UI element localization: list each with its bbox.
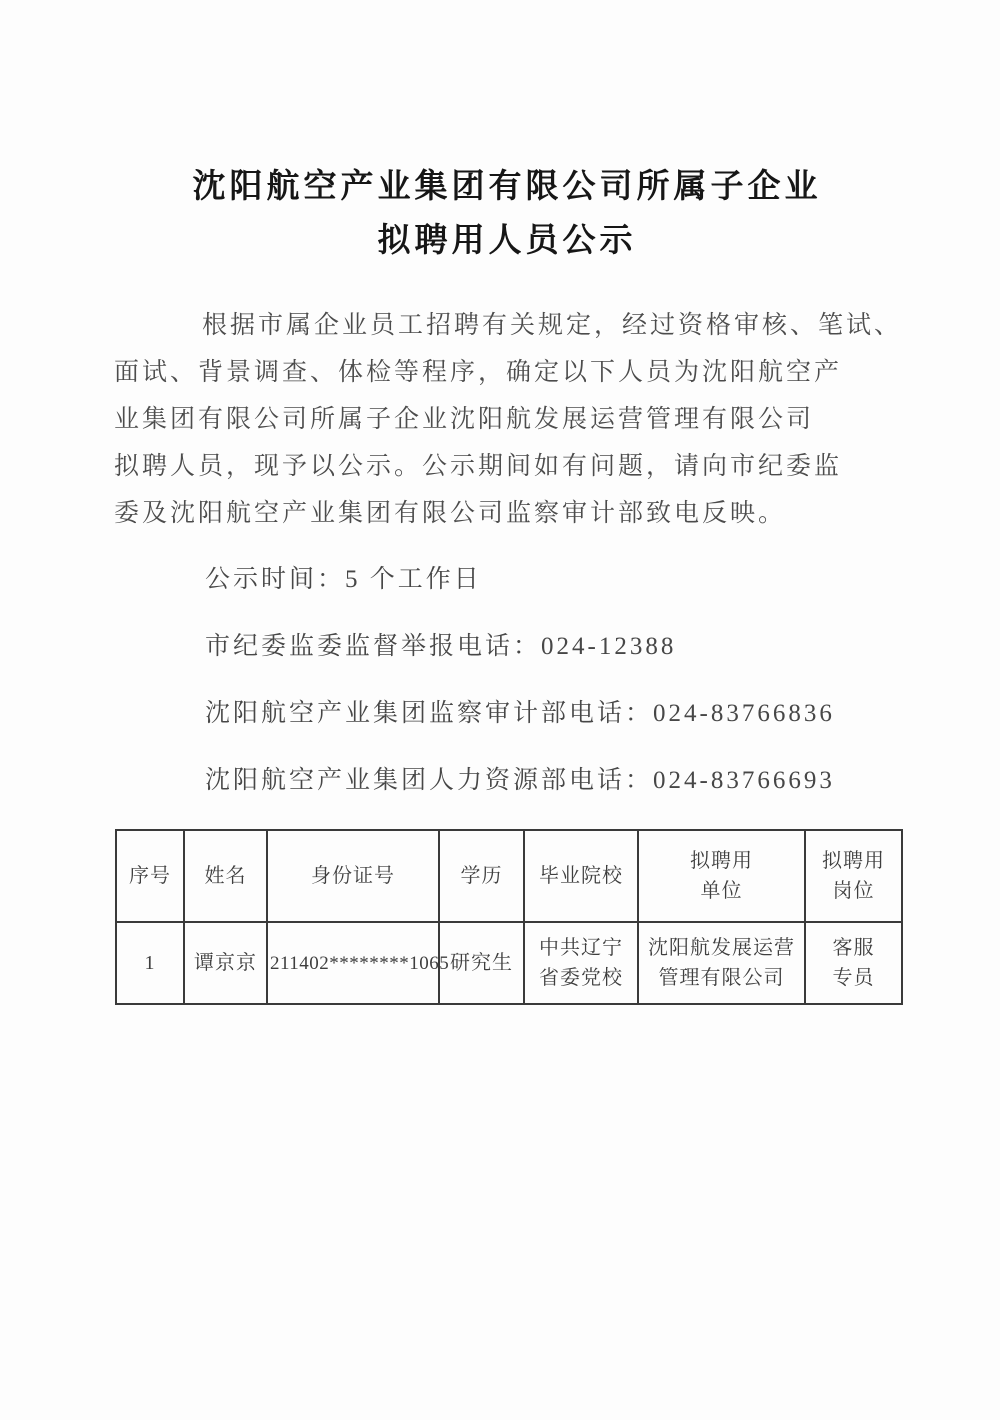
table-header-row <box>116 830 902 922</box>
cell-education <box>439 922 524 1004</box>
table-row <box>116 922 902 1004</box>
cell-value: 谭京京 <box>194 952 257 974</box>
paragraph-line: 拟聘人员，现予以公示。公示期间如有问题，请向市纪委监 <box>114 453 843 480</box>
paragraph-line: 委及沈阳航空产业集团有限公司监察审计部致电反映。 <box>114 500 787 527</box>
header-label: 单位 <box>700 880 743 902</box>
col-header-name <box>184 830 267 922</box>
proposed-hires-table <box>115 829 903 1005</box>
contact-info-block <box>114 561 900 800</box>
cell-value: 客服 <box>832 937 875 959</box>
cell-position <box>805 922 902 1004</box>
cell-value: 沈阳航发展运营 <box>648 937 795 959</box>
hotline-discipline-commission: 市纪委监委监督举报电话：024-12388 <box>205 633 677 660</box>
cell-hiring-unit <box>638 922 805 1004</box>
paragraph-line: 根据市属企业员工招聘有关规定，经过资格审核、笔试、 <box>202 312 903 339</box>
paragraph-line: 面试、背景调查、体检等程序，确定以下人员为沈阳航空产 <box>114 359 843 386</box>
body-paragraph <box>114 302 903 537</box>
header-label: 毕业院校 <box>539 865 623 887</box>
page-title-line-1: 沈阳航空产业集团有限公司所属子企业 <box>192 169 822 205</box>
notice-period-line: 公示时间：5 个工作日 <box>205 566 482 593</box>
cell-value: 专员 <box>832 967 875 989</box>
header-label: 学历 <box>460 865 503 887</box>
page-title-line-2: 拟聘用人员公示 <box>377 223 637 259</box>
cell-id-number <box>267 922 450 1004</box>
col-header-serial <box>116 830 184 922</box>
header-label: 身份证号 <box>311 865 395 887</box>
header-label: 拟聘用 <box>690 850 753 872</box>
col-header-id-number <box>267 830 439 922</box>
header-label: 姓名 <box>204 865 247 887</box>
cell-value: 管理有限公司 <box>658 967 785 989</box>
cell-value: 211402********1065 <box>270 952 450 974</box>
cell-school <box>524 922 638 1004</box>
cell-value: 1 <box>144 952 156 974</box>
col-header-position <box>805 830 902 922</box>
col-header-school <box>524 830 638 922</box>
hotline-audit-department: 沈阳航空产业集团监察审计部电话：024-83766836 <box>205 700 835 727</box>
cell-value: 研究生 <box>450 952 513 974</box>
header-label: 序号 <box>129 865 171 887</box>
cell-value: 中共辽宁 <box>539 937 623 959</box>
paragraph-line: 业集团有限公司所属子企业沈阳航发展运营管理有限公司 <box>114 406 815 433</box>
col-header-hiring-unit <box>638 830 805 922</box>
cell-serial <box>116 922 184 1004</box>
header-label: 拟聘用 <box>822 850 885 872</box>
hotline-hr-department: 沈阳航空产业集团人力资源部电话：024-83766693 <box>205 767 835 794</box>
col-header-education <box>439 830 524 922</box>
cell-name <box>184 922 267 1004</box>
header-label: 岗位 <box>832 880 875 902</box>
page-title <box>114 160 900 268</box>
cell-value: 省委党校 <box>539 967 623 989</box>
